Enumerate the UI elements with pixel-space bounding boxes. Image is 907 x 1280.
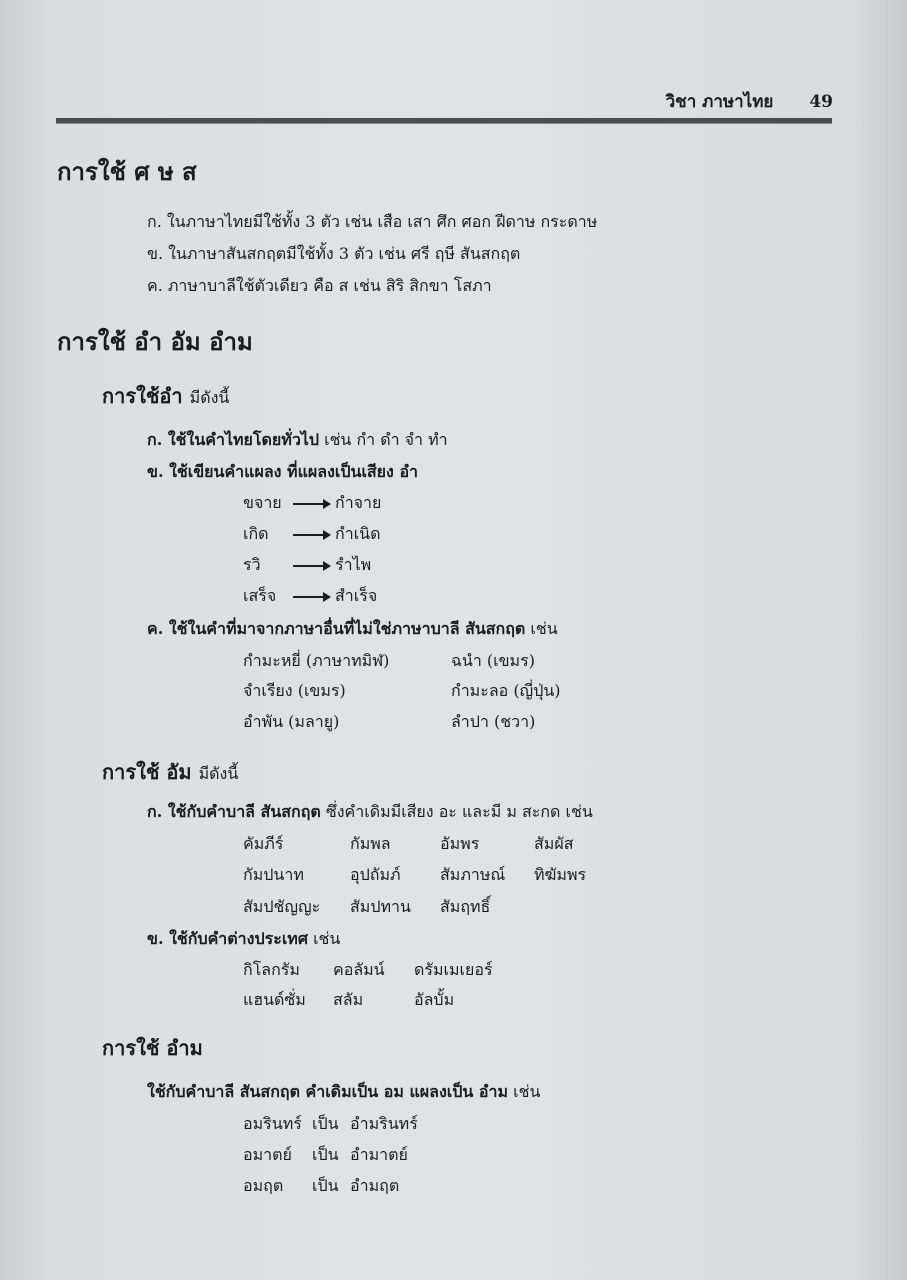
word-cell: สัมปทาน <box>350 897 411 916</box>
transform-row: เสร็จ สำเร็จ <box>243 586 378 605</box>
header-title: วิชา ภาษาไทย <box>665 92 774 112</box>
transform-row: รวิ รำไพ <box>243 555 372 574</box>
word-cell: ฉนำ (เขมร) <box>451 651 535 670</box>
word-cell: อำมฤต <box>350 1176 400 1195</box>
arrow-right-icon <box>293 596 329 598</box>
list-item: ข. ในภาษาสันสกฤตมีใช้ทั้ง 3 ตัว เช่น ศรี ฤษี สันสกฤต <box>147 244 521 263</box>
transform-row: ขจาย กำจาย <box>243 493 382 512</box>
word-cell: กำมะหยี่ (ภาษาทมิฬ) <box>243 651 390 670</box>
word-cell: สัมภาษณ์ <box>440 865 506 884</box>
word-cell: คอลัมน์ <box>333 960 385 979</box>
arrow-right-icon <box>293 503 329 505</box>
running-header <box>666 88 833 115</box>
word-cell: จำเรียง (เขมร) <box>243 681 346 700</box>
word-cell: กิโลกรัม <box>243 960 300 979</box>
word-cell: กัมปนาท <box>243 865 304 884</box>
list-item: ค. ภาษาบาลีใช้ตัวเดียว คือ ส เช่น สิริ สิกขา โสภา <box>147 276 492 295</box>
word-cell: เป็น <box>312 1176 339 1195</box>
arrow-right-icon <box>293 534 329 536</box>
word-cell: อำพัน (มลายู) <box>243 712 340 731</box>
word-cell: สัมฤทธิ์ <box>440 897 491 916</box>
subsection-heading-amm: การใช้ อำม <box>102 1036 203 1060</box>
word-cell: อัลบั้ม <box>414 990 455 1009</box>
word-cell: อัมพร <box>440 834 480 853</box>
word-cell: เป็น <box>312 1114 339 1133</box>
section-heading-sor: การใช้ ศ ษ ส <box>57 157 197 186</box>
list-item: ข. ใช้กับคำต่างประเทศ เช่น <box>147 929 341 948</box>
word-cell: อำมรินทร์ <box>350 1114 418 1133</box>
section-heading-am: การใช้ อำ อัม อำม <box>57 327 253 356</box>
word-cell: สัมปชัญญะ <box>243 897 321 916</box>
word-cell: แฮนด์ซั่ม <box>243 990 306 1009</box>
word-cell: ดรัมเมเยอร์ <box>414 960 493 979</box>
word-cell: กัมพล <box>350 834 391 853</box>
subsection-heading-um: การใช้ อัม มีดังนี้ <box>102 760 239 784</box>
header-rule <box>56 118 832 124</box>
list-item: ก. ใช้กับคำบาลี สันสกฤต ซึ่งคำเดิมมีเสียง อะ และมี ม สะกด เช่น <box>147 802 593 821</box>
list-item: ใช้กับคำบาลี สันสกฤต คำเดิมเป็น อม แผลงเป็น อำม เช่น <box>147 1082 541 1101</box>
page-number: 49 <box>809 92 833 112</box>
list-item: ก. ในภาษาไทยมีใช้ทั้ง 3 ตัว เช่น เสือ เสา ศึก ศอก ฝีดาษ กระดาษ <box>147 212 598 231</box>
word-cell: อมรินทร์ <box>243 1114 302 1133</box>
arrow-right-icon <box>293 565 329 567</box>
word-cell: อมาตย์ <box>243 1145 292 1164</box>
subsection-heading-am: การใช้อำ มีดังนี้ <box>102 384 230 408</box>
word-cell: อำมาตย์ <box>350 1145 408 1164</box>
word-cell: สลัม <box>333 990 364 1009</box>
word-cell: ลำปา (ชวา) <box>451 712 536 731</box>
transform-row: เกิด กำเนิด <box>243 524 381 543</box>
word-cell: สัมผัส <box>534 834 574 853</box>
word-cell: คัมภีร์ <box>243 834 284 853</box>
list-item: ข. ใช้เขียนคำแผลง ที่แผลงเป็นเสียง อำ <box>147 462 419 481</box>
list-item: ก. ใช้ในคำไทยโดยทั่วไป เช่น กำ ดำ จำ ทำ <box>147 430 448 449</box>
word-cell: อมฤต <box>243 1176 284 1195</box>
word-cell: อุปถัมภ์ <box>350 865 401 884</box>
word-cell: เป็น <box>312 1145 339 1164</box>
word-cell: กำมะลอ (ญี่ปุ่น) <box>451 681 561 700</box>
list-item: ค. ใช้ในคำที่มาจากภาษาอื่นที่ไม่ใช่ภาษาบาลี สันสกฤต เช่น <box>147 619 558 638</box>
word-cell: ทิฆัมพร <box>534 865 587 884</box>
